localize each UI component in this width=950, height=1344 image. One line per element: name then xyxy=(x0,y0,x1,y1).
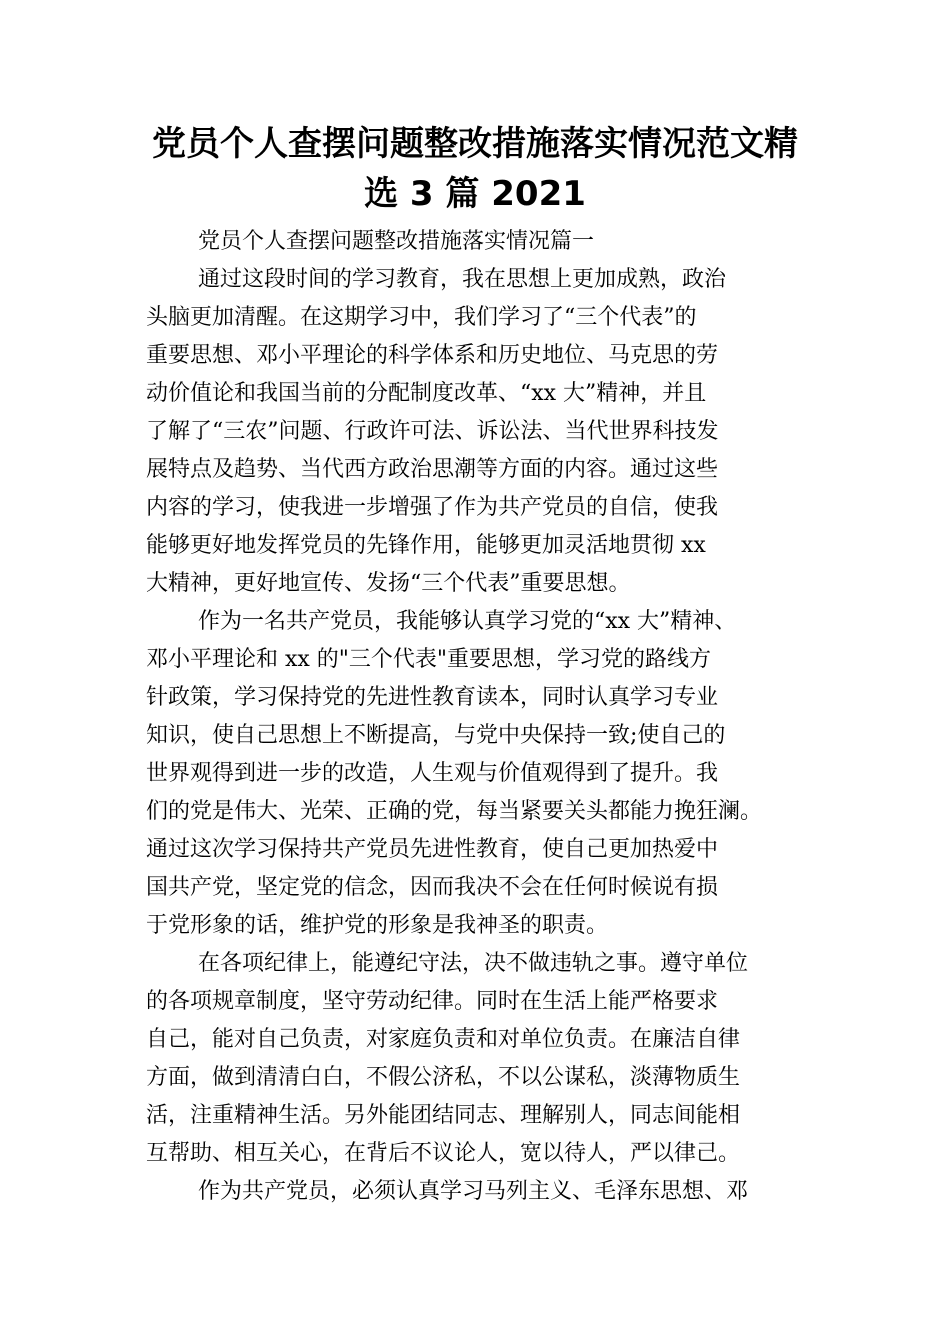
text-line: 们的党是伟大、光荣、正确的党，每当紧要关头都能力挽狂澜。 xyxy=(146,799,763,824)
text-line: 互帮助、相互关心，在背后不议论人，宽以待人，严以律己。 xyxy=(146,1141,741,1166)
text-line: 内容的学习，使我进一步增强了作为共产党员的自信，使我 xyxy=(146,495,719,520)
text-line: 大精神，更好地宣传、发扬“三个代表”重要思想。 xyxy=(146,571,631,596)
text-line: 针政策，学习保持党的先进性教育读本，同时认真学习专业 xyxy=(146,685,719,710)
text-line: 活，注重精神生活。另外能团结同志、理解别人，同志间能相 xyxy=(146,1103,741,1128)
text-line: 了解了“三农”问题、行政许可法、诉讼法、当代世界科技发 xyxy=(146,419,719,444)
text-line: 邓小平理论和 xx 的"三个代表"重要思想，学习党的路线方 xyxy=(146,647,712,672)
document-title-line-2: 选 3 篇 2021 xyxy=(364,174,586,214)
text-line: 自己，能对自己负责，对家庭负责和对单位负责。在廉洁自律 xyxy=(146,1027,741,1052)
text-line: 动价值论和我国当前的分配制度改革、“xx 大”精神，并且 xyxy=(146,381,707,406)
text-line: 方面，做到清清白白，不假公济私，不以公谋私，淡薄物质生 xyxy=(146,1065,741,1090)
text-line: 头脑更加清醒。在这期学习中，我们学习了“三个代表”的 xyxy=(146,305,697,330)
text-line: 知识，使自己思想上不断提高，与党中央保持一致;使自己的 xyxy=(146,723,726,748)
text-line: 通过这次学习保持共产党员先进性教育，使自己更加热爱中 xyxy=(146,837,719,862)
text-line: 党员个人查摆问题整改措施落实情况篇一 xyxy=(198,229,595,254)
text-line: 展特点及趋势、当代西方政治思潮等方面的内容。通过这些 xyxy=(146,457,719,482)
document-title-line-1: 党员个人查摆问题整改措施落实情况范文精 xyxy=(152,124,798,164)
text-line: 通过这段时间的学习教育，我在思想上更加成熟，政治 xyxy=(198,267,727,292)
text-line: 国共产党，坚定党的信念，因而我决不会在任何时候说有损 xyxy=(146,875,719,900)
document-body xyxy=(146,223,826,1211)
text-line: 重要思想、邓小平理论的科学体系和历史地位、马克思的劳 xyxy=(146,343,719,368)
text-line: 的各项规章制度，坚守劳动纪律。同时在生活上能严格要求 xyxy=(146,989,719,1014)
text-line: 作为一名共产党员，我能够认真学习党的“xx 大”精神、 xyxy=(198,609,737,634)
text-line: 于党形象的话，维护党的形象是我神圣的职责。 xyxy=(146,913,609,938)
text-line: 作为共产党员，必须认真学习马列主义、毛泽东思想、邓 xyxy=(198,1179,749,1204)
text-line: 在各项纪律上，能遵纪守法，决不做违轨之事。遵守单位 xyxy=(198,951,749,976)
text-line: 能够更好地发挥党员的先锋作用，能够更加灵活地贯彻 xx xyxy=(146,533,706,558)
text-line: 世界观得到进一步的改造，人生观与价值观得到了提升。我 xyxy=(146,761,719,786)
